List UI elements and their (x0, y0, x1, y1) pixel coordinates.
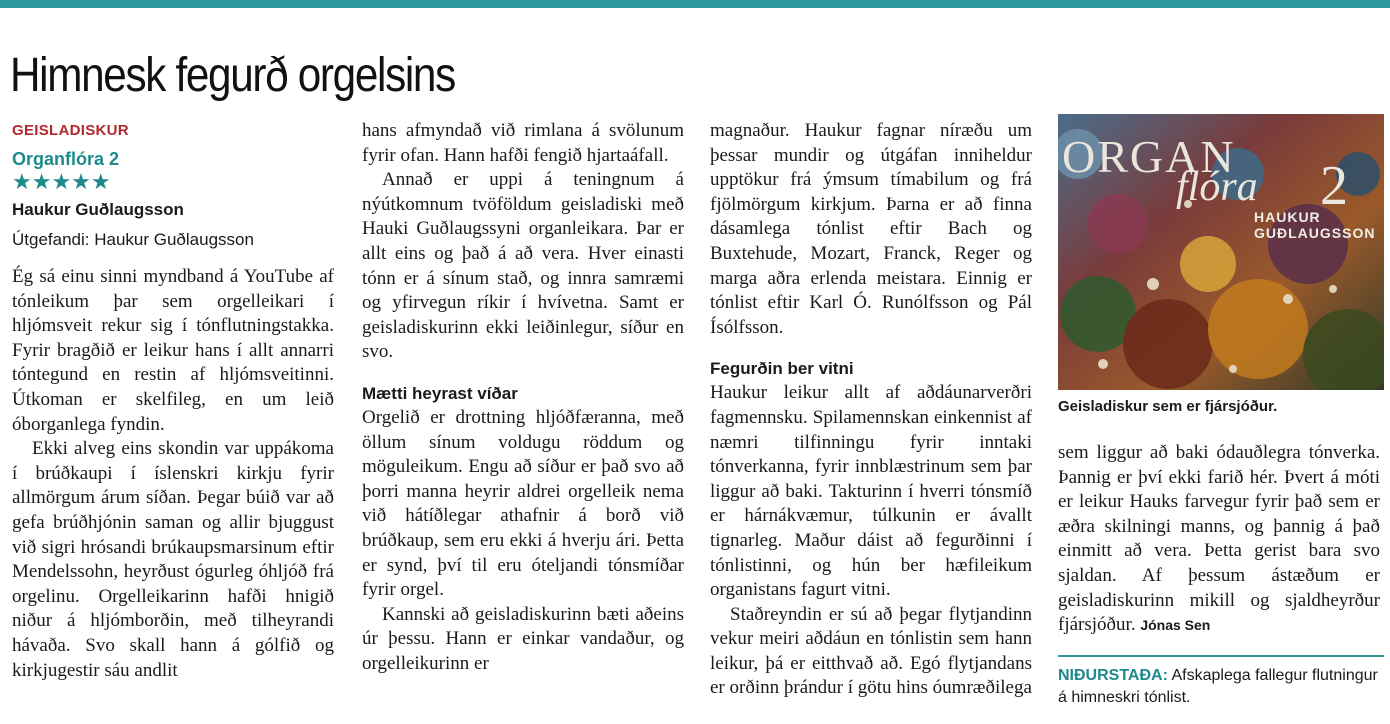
body-paragraph: Haukur leikur allt af aðdáunarverðri fagmennsku. Spilamennskan einkennist af næmri tilfinningu fyrir inntaki tónverkanna, fyrir innblæstrinum sem þar liggur að baki. Takturinn í hverri tónsmíð er hárnákvæmur, túlkunin er ávallt tignarleg. Maður dáist að fegurðinni í tónlistinni, og hún ber hæfileikum organistans fagurt vitni. (710, 382, 1032, 601)
subheading: Mætti heyrast víðar (362, 383, 518, 403)
column-4 (1058, 441, 1380, 638)
verdict-text: Afskaplega fallegur flutningur á himneskri tónlist. (1058, 667, 1378, 706)
body-paragraph: hans afmyndað við rimlana á svölunum fyrir ofan. Hann hafði fengið hjartaáfall. (362, 120, 684, 166)
column-2 (362, 119, 684, 676)
body-paragraph: sem liggur að baki ódauðlegra tónverka. Þannig er því ekki farið hér. Þvert á móti er leikur Hauks farvegur fyrir það sem er æðra skilningi manns, og þannig á það einmitt að vera. Þetta gerist bara svo sjaldan. Af þessum ástæðum er geisladiskurinn mikill og sjaldheyrður fjársjóður. (1058, 442, 1380, 636)
artist-name: Haukur Guðlaugsson (12, 200, 184, 219)
body-paragraph: Orgelið er drottning hljóðfæranna, með öllum sínum voldugu röddum og möguleikum. Engu að síður er það svo að þorri manna heyrir aldrei orgelleik nema við hátíðlegar athafnir á borð við brúðkaup, sem eru ekki á hverju ári. Þetta er synd, því til eru óteljandi tónsmíðar fyrir orgel. (362, 406, 684, 601)
image-caption: Geisladiskur sem er fjársjóður. (1058, 398, 1278, 415)
verdict-divider (1058, 655, 1384, 657)
body-paragraph: Ég sá einu sinni myndband á YouTube af tónleikum þar sem orgelleikari í hljómsveit rekur sig í tónflutningstakka. Fyrir bragðið er leikur hans í allt annarri tóntegund en restin af hljómsveitinni. Útkoman er skelfileg, en um leið óborganlega fyndin. (12, 266, 334, 435)
verdict-label: NIÐURSTAÐA: (1058, 667, 1168, 684)
subheading: Fegurðin ber vitni (710, 359, 854, 379)
column-3 (710, 119, 1032, 701)
body-paragraph: Kannski að geisladiskurinn bæti aðeins úr þessu. Hann er einkar vandaður, og orgelleikurinn er (362, 603, 684, 674)
cover-artist-first: HAUKUR (1254, 209, 1321, 225)
author-signature: Jónas Sen (1140, 617, 1211, 634)
verdict-box (1058, 665, 1384, 709)
headline: Himnesk fegurð orgelsins (10, 49, 455, 103)
cover-number: 2 (1320, 155, 1348, 217)
cover-artist-last: GUÐLAUGSSON (1254, 225, 1376, 241)
album-title: Organflóra 2 (12, 149, 120, 169)
body-paragraph: Staðreyndin er sú að þegar flytjandinn vekur meiri aðdáun en tónlistin sem hann leikur, þá er eitthvað að. Egó flytjandans er orðinn þrándur í götu hins óumræðilega (710, 603, 1032, 699)
body-paragraph: magnaður. Haukur fagnar níræðu um þessar mundir og útgáfan inniheldur upptökur frá ýmsum tímabilum og frá fjölmörgum kirkjum. Þarna er að finna dásamlega tónlist eftir Bach og Buxtehude, Mozart, Franck, Reger og marga aðra erlenda meistara. Einnig er tónlist eftir Karl Ó. Runólfsson og Pál Ísólfsson. (710, 120, 1032, 338)
top-accent-bar (0, 0, 1390, 8)
body-paragraph: Ekki alveg eins skondin var uppákoma í brúðkaupi í íslenskri kirkju fyrir allmörgum árum síðan. Þegar búið var að gefa brúðhjónin saman og allir bjuggust við sigri hrósandi brúkaupsmarsinum eftir Mendelssohn, heyrðust ógurleg óhljóð frá orgelinu. Orgelleikarinn hafði hnigið niður á hljómborðin, með tilheyrandi hávaða. Svo skall hann á gólfið og kirkjugestir sáu andlit (12, 438, 334, 681)
star-rating: ★★★★★ (12, 170, 111, 195)
cover-title: ORGAN (1062, 131, 1236, 182)
album-cover-image (1058, 114, 1384, 390)
body-paragraph: Annað er uppi á teningnum á nýútkomnum tvöföldum geisladiski með Hauki Guðlaugssyni organleikara. Þar er allt eins og það á að vera. Hver einasti tónn er á sínum stað, og innra samræmi og yfirvegun ríkir í hvívetna. Samt er geisladiskurinn ekki leiðinlegur, síður en svo. (362, 169, 684, 363)
section-kicker: GEISLADISKUR (12, 122, 129, 139)
column-1 (12, 118, 334, 683)
publisher: Útgefandi: Haukur Guðlaugsson (12, 230, 254, 249)
cover-subtitle: flóra (1176, 164, 1258, 210)
